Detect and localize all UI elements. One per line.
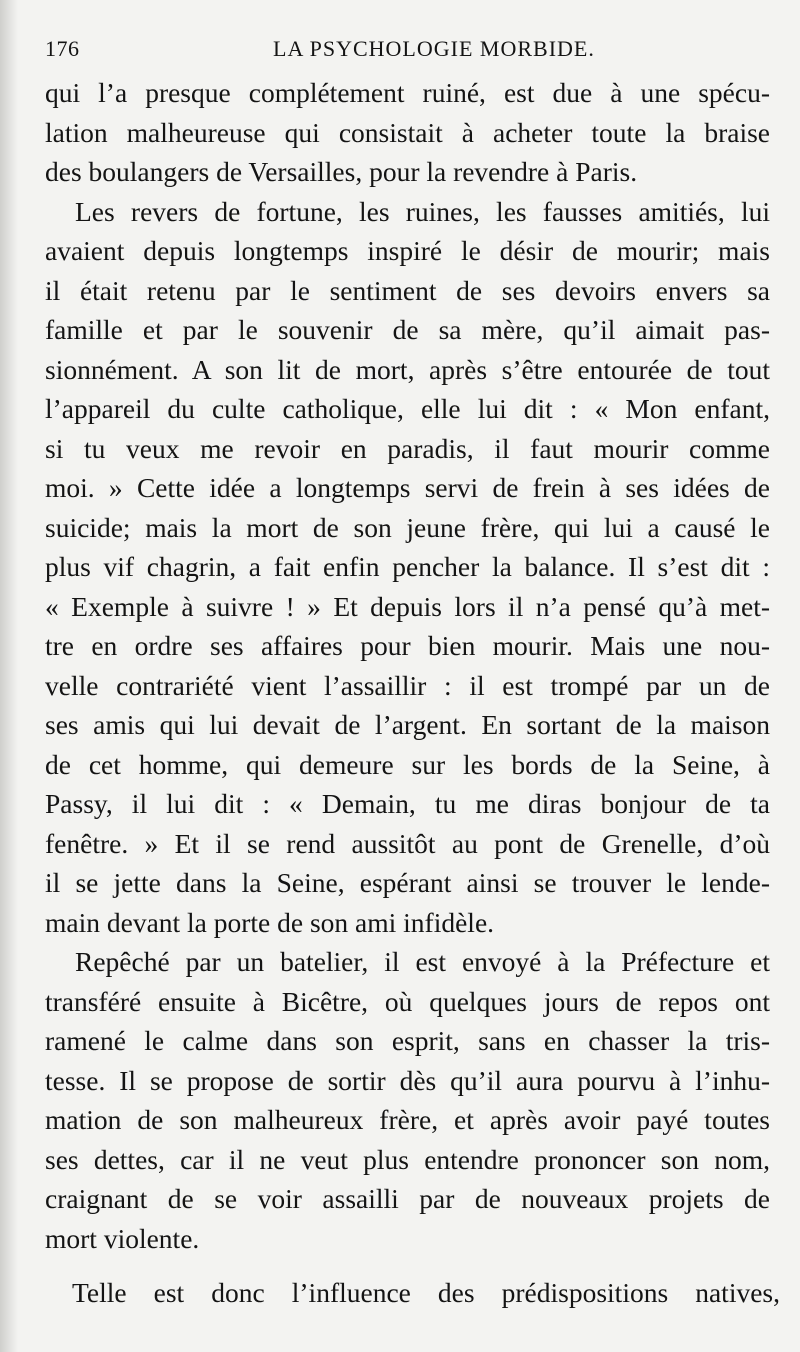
- text-line: famille et par le souvenir de sa mère, qu’il aimait pas-: [45, 314, 770, 345]
- text-line: tre en ordre ses affaires pour bien mourir. Mais une nou-: [45, 630, 770, 661]
- text-line: l’appareil du culte catholique, elle lui dit : « Mon enfant,: [45, 393, 770, 424]
- text-line: des boulangers de Versailles, pour la revendre à Paris.: [45, 156, 638, 187]
- text-line: mort violente.: [45, 1222, 200, 1254]
- text-line: velle contrariété vient l’assaillir : il est trompé par un de: [45, 669, 770, 701]
- text-line: moi. » Cette idée a longtemps servi de frein à ses idées de: [45, 472, 770, 503]
- text-line: de cet homme, qui demeure sur les bords de la Seine, à: [45, 748, 770, 780]
- text-line: ramené le calme dans son esprit, sans en chasser la tris-: [45, 1025, 770, 1056]
- text-line: main devant la porte de son ami infidèle.: [45, 906, 495, 938]
- text-line: sionnément. A son lit de mort, après s’être entourée de tout: [45, 353, 770, 385]
- page-gutter-shadow: [0, 0, 18, 1352]
- paragraph-3: [45, 942, 770, 1258]
- text-line: qui l’a presque complétement ruiné, est due à une spécu-: [45, 77, 770, 108]
- text-line: lation malheureuse qui consistait à acheter toute la braise: [45, 116, 770, 148]
- text-line: craignant de se voir assailli par de nouveaux projets de: [45, 1183, 770, 1214]
- text-line: Les revers de fortune, les ruines, les fausses amitiés, lui: [75, 195, 770, 227]
- text-line: « Exemple à suivre ! » Et depuis lors il n’a pensé qu’à met-: [45, 590, 770, 622]
- text-line: ses amis qui lui devait de l’argent. En sortant de la maison: [45, 709, 770, 740]
- text-line: fenêtre. » Et il se rend aussitôt au pont de Grenelle, d’où: [45, 827, 770, 859]
- text-line: suicide; mais la mort de son jeune frère, qui lui a causé le: [45, 511, 770, 543]
- text-line: Repêché par un batelier, il est envoyé à la Préfecture et: [75, 946, 770, 977]
- body-text: [45, 73, 770, 1258]
- text-line: il était retenu par le sentiment de ses devoirs envers sa: [45, 274, 770, 306]
- running-header: [45, 36, 780, 66]
- page-number: 176: [45, 36, 80, 61]
- running-title: LA PSYCHOLOGIE MORBIDE.: [273, 36, 595, 61]
- text-line: plus vif chagrin, a fait enfin pencher la balance. Il s’est dit :: [45, 551, 770, 582]
- text-line: il se jette dans la Seine, espérant ainsi se trouver le lende-: [45, 867, 770, 898]
- text-line: Passy, il lui dit : « Demain, tu me diras bonjour de ta: [45, 788, 770, 819]
- text-line: si tu veux me revoir en paradis, il faut mourir comme: [45, 432, 770, 464]
- text-line: transféré ensuite à Bicêtre, où quelques jours de repos ont: [45, 985, 770, 1017]
- text-line: ses dettes, car il ne veut plus entendre prononcer son nom,: [45, 1143, 770, 1175]
- text-line: tesse. Il se propose de sortir dès qu’il aura pourvu à l’inhu-: [45, 1064, 770, 1096]
- final-text-line: Telle est donc l’influence des prédispositions natives,: [72, 1277, 780, 1308]
- paragraph-2: [45, 192, 770, 943]
- paragraph-1: [45, 73, 770, 192]
- text-line: avaient depuis longtemps inspiré le désir de mourir; mais: [45, 235, 770, 266]
- text-line: mation de son malheureux frère, et après avoir payé toutes: [45, 1104, 770, 1135]
